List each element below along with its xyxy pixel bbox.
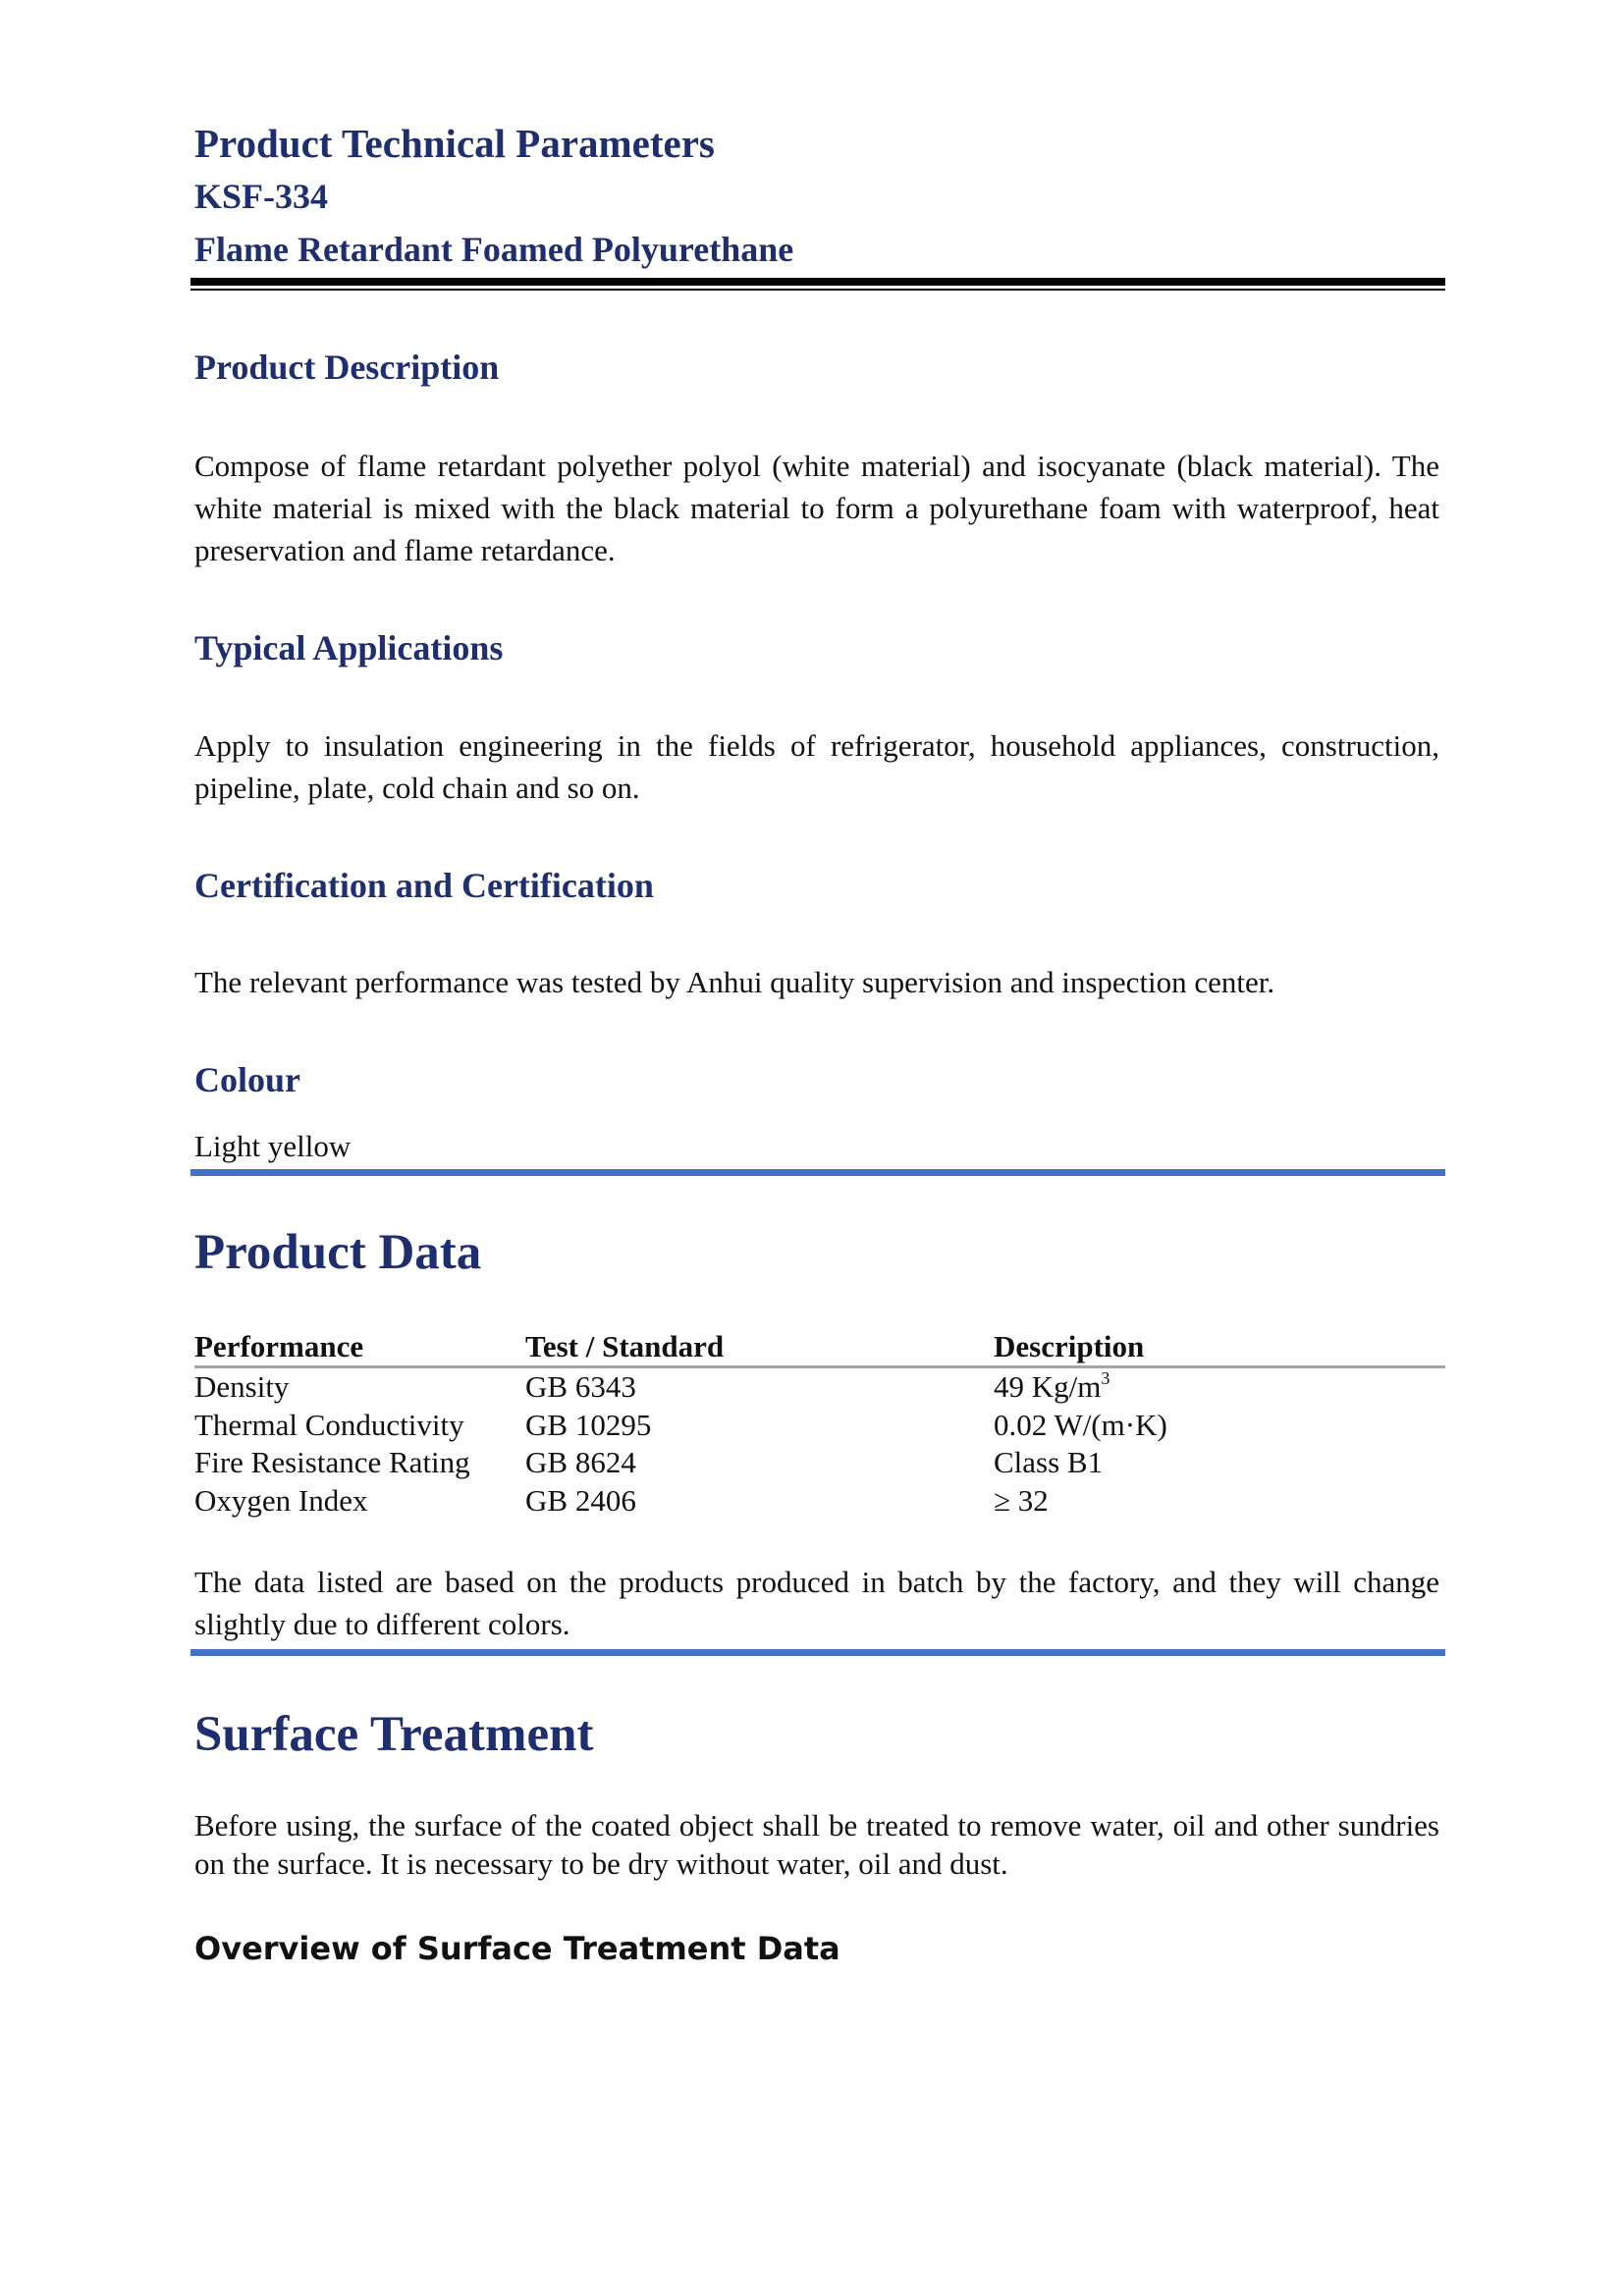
cell-description: Class B1 <box>994 1445 1104 1479</box>
product-data-heading: Product Data <box>194 1225 482 1280</box>
product-description-text: Compose of flame retardant polyether polyol (white material) and isocyanate (black material). The white material is mixed with the black material to form a polyurethane foam with waterproof, heat preservation and flame retardance. <box>194 449 1439 567</box>
section-divider-blue <box>190 1169 1445 1176</box>
cell-description: 0.02 W/(m·K) <box>994 1407 1167 1442</box>
cell-performance: Oxygen Index <box>194 1482 368 1518</box>
cell-standard: GB 10295 <box>525 1407 652 1442</box>
certification-heading: Certification and Certification <box>194 866 654 905</box>
product-data-note: The data listed are based on the products produced in batch by the factory, and they will change slightly due to different colors. <box>194 1565 1439 1641</box>
surface-treatment-text: Before using, the surface of the coated object shall be treated to remove water, oil and other sundries on the surface. It is necessary to be dry without water, oil and dust. <box>194 1808 1439 1881</box>
density-value: 49 Kg/m <box>994 1369 1102 1404</box>
document-title: Product Technical Parameters <box>194 121 715 166</box>
typical-applications-heading: Typical Applications <box>194 628 504 667</box>
typical-applications-text: Apply to insulation engineering in the fields of refrigerator, household appliances, construction, pipeline, plate, cold chain and so on. <box>194 728 1439 805</box>
cell-standard: GB 6343 <box>525 1369 636 1404</box>
section-divider-blue <box>190 1649 1445 1656</box>
product-data-table <box>194 1328 1445 1520</box>
cell-performance: Density <box>194 1369 290 1404</box>
column-header-test-standard: Test / Standard <box>525 1329 725 1363</box>
table-row <box>194 1407 1445 1445</box>
table-header-row <box>194 1328 1445 1365</box>
column-header-performance: Performance <box>194 1329 364 1363</box>
density-superscript: 3 <box>1101 1367 1110 1388</box>
surface-treatment-subheading: Overview of Surface Treatment Data <box>194 1930 840 1967</box>
surface-treatment-heading: Surface Treatment <box>194 1707 594 1762</box>
header-divider-thick <box>190 278 1445 286</box>
product-model: KSF-334 <box>194 177 329 216</box>
header-divider-thin <box>190 289 1445 291</box>
cell-performance: Thermal Conductivity <box>194 1407 464 1442</box>
cell-performance: Fire Resistance Rating <box>194 1445 470 1479</box>
table-row <box>194 1482 1445 1521</box>
product-data-table-wrap <box>194 1328 1445 1520</box>
cell-standard: GB 2406 <box>525 1482 636 1518</box>
colour-heading: Colour <box>194 1060 300 1099</box>
colour-text: Light yellow <box>194 1129 352 1163</box>
cell-standard: GB 8624 <box>525 1445 636 1479</box>
table-row <box>194 1368 1445 1407</box>
cell-description <box>994 1368 1445 1407</box>
certification-text: The relevant performance was tested by Anhui quality supervision and inspection center. <box>194 965 1275 999</box>
column-header-description: Description <box>994 1329 1145 1363</box>
table-row <box>194 1444 1445 1482</box>
cell-description: ≥ 32 <box>994 1482 1049 1518</box>
product-description-heading: Product Description <box>194 347 500 387</box>
product-name: Flame Retardant Foamed Polyurethane <box>194 230 794 269</box>
